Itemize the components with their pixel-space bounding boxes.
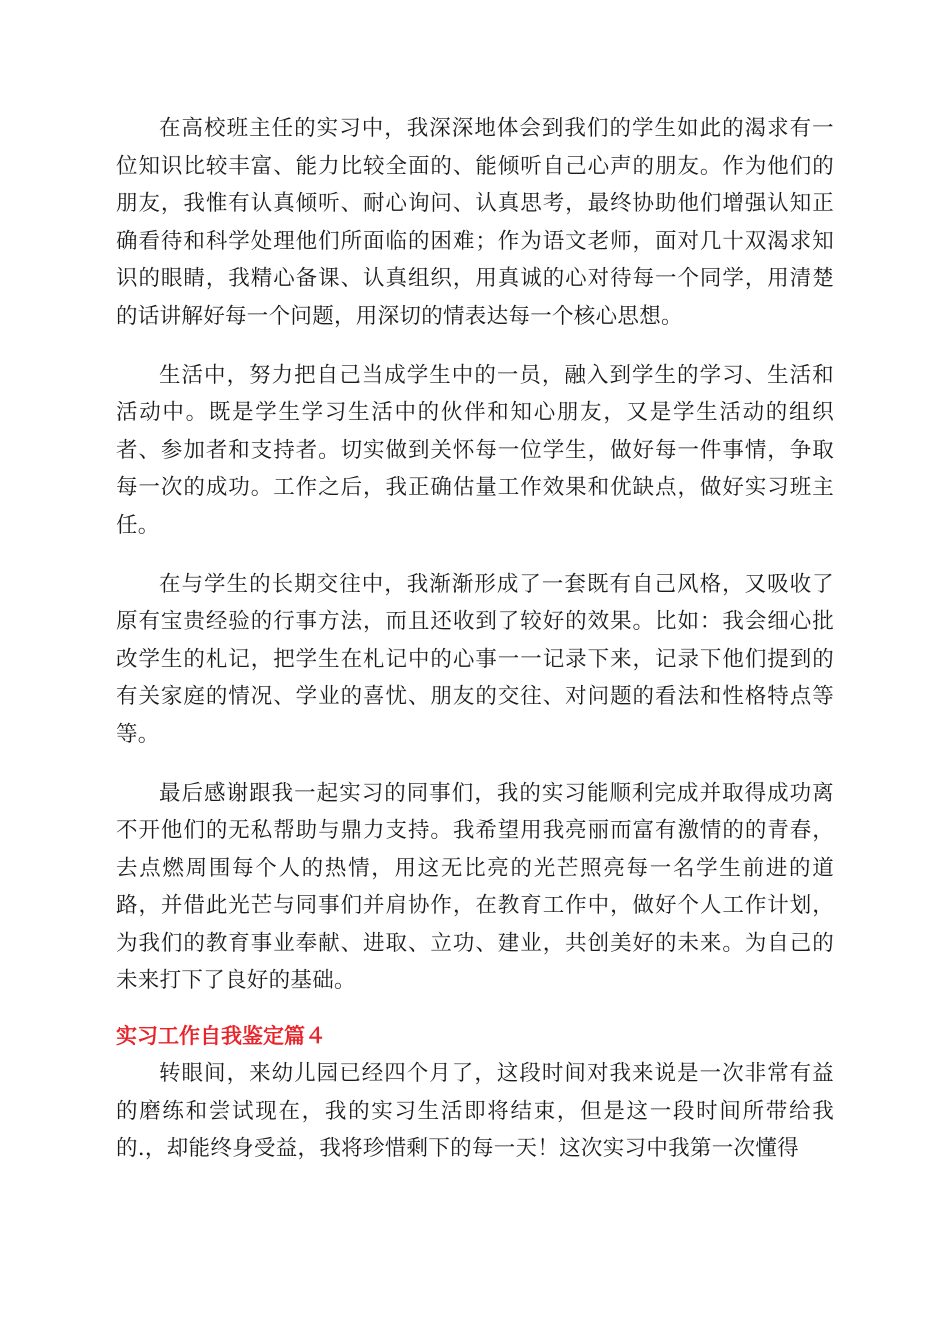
section-paragraph: 转眼间，来幼儿园已经四个月了，这段时间对我来说是一次非常有益的磨练和尝试现在，我的实习生活即将结束，但是这一段时间所带给我的.，却能终身受益，我将珍惜剩下的每一天！这次实习中我第一次懂得 [116,1061,834,1162]
paragraph-2: 生活中，努力把自己当成学生中的一员，融入到学生的学习、生活和活动中。既是学生学习生活中的伙伴和知心朋友，又是学生活动的组织者、参加者和支持者。切实做到关怀每一位学生，做好每一件事情，争取每一次的成功。工作之后，我正确估量工作效果和优缺点，做好实习班主任。 [116,362,834,538]
paragraph-4: 最后感谢跟我一起实习的同事们，我的实习能顺利完成并取得成功离不开他们的无私帮助与鼎力支持。我希望用我亮丽而富有激情的的青春，去点燃周围每个人的热情，用这无比亮的光芒照亮每一名学生前进的道路，并借此光芒与同事们并肩协作，在教育工作中，做好个人工作计划，为我们的教育事业奉献、进取、立功、建业，共创美好的未来。为自己的未来打下了良好的基础。 [116,780,834,994]
paragraph-1: 在高校班主任的实习中，我深深地体会到我们的学生如此的渴求有一位知识比较丰富、能力比较全面的、能倾听自己心声的朋友。作为他们的朋友，我惟有认真倾听、耐心询问、认真思考，最终协助他们增强认知正确看待和科学处理他们所面临的困难；作为语文老师，面对几十双渴求知识的眼睛，我精心备课、认真组织，用真诚的心对待每一个同学，用清楚的话讲解好每一个问题，用深切的情表达每一个核心思想。 [116,116,834,329]
section-heading: 实习工作自我鉴定篇４ [116,1024,326,1049]
document-body [116,110,834,1168]
paragraph-3: 在与学生的长期交往中，我渐渐形成了一套既有自己风格，又吸收了原有宝贵经验的行事方法，而且还收到了较好的效果。比如：我会细心批改学生的札记，把学生在札记中的心事一一记录下来，记录下他们提到的有关家庭的情况、学业的喜忧、朋友的交往、对问题的看法和性格特点等等。 [116,571,834,747]
